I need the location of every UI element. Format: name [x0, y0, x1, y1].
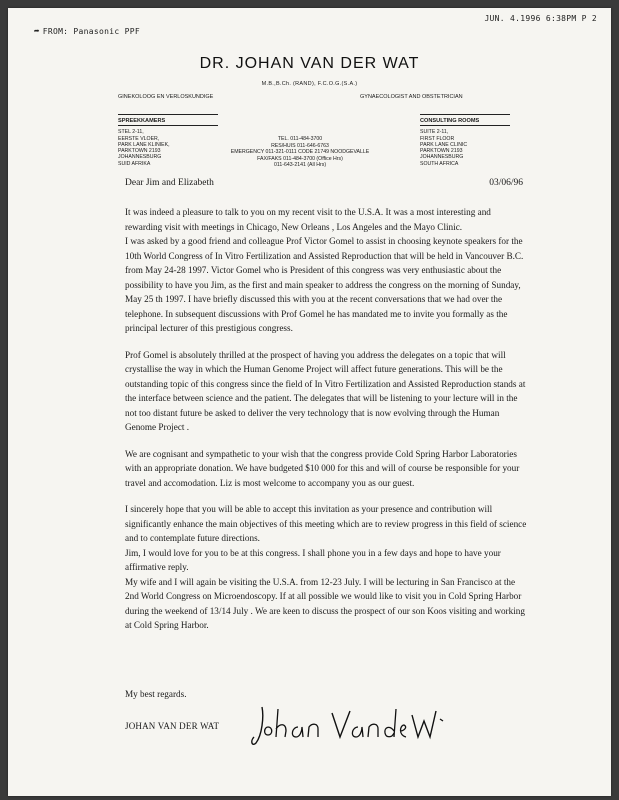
salutation: Dear Jim and Elizabeth — [125, 178, 214, 188]
specialty-english: GYNAECOLOGIST AND OBSTETRICIAN — [360, 94, 463, 100]
rooms-heading-afrikaans: SPREEKKAMERS — [118, 118, 218, 126]
address-line: PARK LANE CLINIC — [420, 141, 468, 148]
letter-date: 03/06/96 — [489, 178, 523, 188]
paragraph: We are cognisant and sympathetic to your wish that the congress provide Cold Spring Harbor Laboratories with an appropriate donation. We have budgeted $10 000 for this and will of course be responsible for your travel and accomodation. Liz is most welcome to accompany you as our guest. — [125, 448, 520, 488]
letter-body — [125, 205, 527, 645]
rooms-address-english — [420, 118, 510, 167]
fax-sender-text: FROM: Panasonic PPF — [42, 27, 140, 36]
signer-name: JOHAN VAN DER WAT — [125, 721, 220, 731]
fax-arrow-icon: ➦ — [34, 27, 40, 37]
letterhead-name: DR. JOHAN VAN DER WAT — [199, 55, 420, 72]
address-line: STEL 2-11, — [118, 129, 144, 136]
letterhead-divider-left — [118, 114, 218, 115]
address-line: PARKTOWN 2193 — [118, 148, 161, 155]
address-line: FIRST FLOOR — [420, 135, 455, 142]
paragraph: Jim, I would love for you to be at this congress. I shall phone you in a few days and hope to have your affirmative reply. — [125, 547, 501, 572]
contact-block — [200, 136, 400, 169]
fax-header-sender — [34, 27, 140, 37]
specialty-afrikaans: GINEKOLOOG EN VERLOSKUNDIGE — [118, 94, 214, 100]
contact-line: 011-643-2141 (All Hrs) — [273, 162, 327, 168]
paragraph: I sincerely hope that you will be able to accept this invitation as your presence and contribution will significantly enhance the main objectives of this meeting which are to review progress in this field of science and to contemplate future directions. — [125, 504, 527, 543]
paragraph: I was asked by a good friend and colleague Prof Victor Gomel to assist in choosing keynote speakers for the 10th World Congress of In Vitro Fertilization and Assisted Reproduction that will be held in Vancouver B.C. from May 24-28 1997. Victor Gomel who is President of this congress was very enthusiastic about the possibility to have you Jim, as the first and main speaker to address the congress on the morning of Sunday, May 25 th 1997. I have briefly discussed this with you at the recent conversations that we had over the telephone. In subsequent discussions with Prof Gomel he has mandated me to invite you formally as the principal lecturer of this prestigious congress. — [125, 236, 524, 333]
closing: My best regards. — [125, 689, 187, 699]
paragraph: My wife and I will again be visiting the U.S.A. from 12-23 July. I will be lecturing in San Francisco at the 2nd World Congress on Microendoscopy. If at all possible we would like to visit you in Cold Spring Harbor during the weekend of 13/14 July . We are keen to discuss the prospect of our son Koos visiting and working at Cold Spring Harbor. — [125, 576, 525, 630]
address-line: JOHANNESBURG — [420, 154, 464, 161]
handwritten-signature — [248, 697, 448, 757]
address-line: SUITE 2-11, — [420, 129, 449, 136]
paragraph: Prof Gomel is absolutely thrilled at the prospect of having you address the delegates on a topic that will crystallise the way in which the Human Genome Project will affect future generations. This will be the outstanding topic of this congress since the field of In Vitro Fertilization and Assisted Reproduction stands at the interface between science and the patient. The delegates that will be listening to your lecture will in the not too distant future be asked to deliver the very technology that is now evolving through the Human Genome Project . — [125, 349, 526, 432]
address-line: JOHANNESBURG — [118, 154, 162, 161]
rooms-heading-english: CONSULTING ROOMS — [420, 118, 510, 126]
paragraph: It was indeed a pleasure to talk to you on my recent visit to the U.S.A. It was a most interesting and rewarding visit with meetings in Chicago, New Orleans , Los Angeles and the Mayo Clinic. — [125, 207, 491, 232]
address-line: SUID AFRIKA — [118, 160, 151, 167]
contact-line: EMERGENCY 011-321-0111 CODE 21749 NOODGEVALLE — [230, 149, 370, 155]
letterhead-qualifications: M.B.,B.Ch. (RAND), F.C.O.G.(S.A.) — [261, 81, 358, 87]
contact-line: FAX/FAKS 011-484-3700 (Office Hrs) — [257, 155, 343, 162]
address-line: PARKTOWN 2193 — [420, 148, 463, 155]
contact-line: TEL. 011-484-3700 — [277, 136, 323, 142]
contact-line: RES/HUIS 011-646-6763 — [271, 142, 329, 149]
address-line: PARK LANE KLINIEK, — [118, 141, 170, 148]
address-line: SOUTH AFRICA — [420, 160, 459, 167]
fax-header-timestamp: JUN. 4.1996 6:38PM P 2 — [484, 14, 597, 23]
address-line: EERSTE VLOER, — [118, 135, 160, 142]
letterhead-divider-right — [420, 114, 510, 115]
